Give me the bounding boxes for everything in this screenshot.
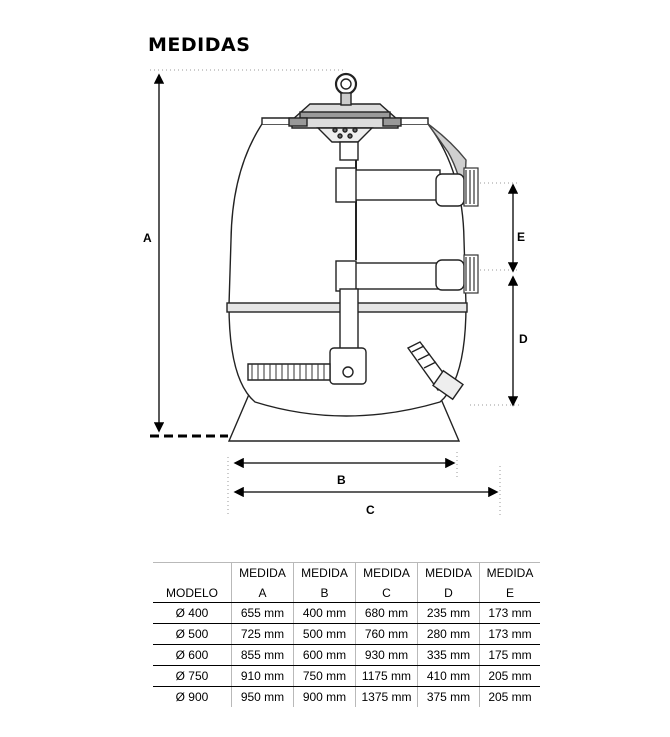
header-medida-e: MEDIDA	[480, 563, 541, 584]
bottom-collector	[330, 348, 366, 384]
page-title: MEDIDAS	[148, 34, 251, 56]
cell-e: 205 mm	[480, 666, 541, 687]
cell-c: 1175 mm	[356, 666, 418, 687]
header-medida-c: MEDIDA	[356, 563, 418, 584]
cell-c: 930 mm	[356, 645, 418, 666]
header-letter-d: D	[418, 583, 480, 603]
dimension-d-label: D	[519, 332, 528, 346]
header-letter-c: C	[356, 583, 418, 603]
table-row	[153, 687, 540, 708]
dimension-c-label: C	[366, 503, 375, 517]
cell-a: 725 mm	[232, 624, 294, 645]
cell-b: 600 mm	[294, 645, 356, 666]
cell-c: 1375 mm	[356, 687, 418, 708]
model-cell: Ø 900	[175, 690, 209, 704]
lower-connector	[464, 255, 478, 293]
header-modelo: MODELO	[153, 583, 232, 603]
cell-b: 750 mm	[294, 666, 356, 687]
cell-d: 235 mm	[418, 603, 480, 624]
cell-b: 400 mm	[294, 603, 356, 624]
dimension-b-label: B	[337, 473, 346, 487]
cell-d: 410 mm	[418, 666, 480, 687]
cell-c: 760 mm	[356, 624, 418, 645]
cell-a: 910 mm	[232, 666, 294, 687]
cell-a: 950 mm	[232, 687, 294, 708]
table-row	[153, 603, 540, 624]
header-medida-b: MEDIDA	[294, 563, 356, 584]
cell-d: 280 mm	[418, 624, 480, 645]
model-cell: Ø 400	[153, 603, 232, 624]
cell-c: 680 mm	[356, 603, 418, 624]
header-medida-a: MEDIDA	[232, 563, 294, 584]
header-letter-a: A	[232, 583, 294, 603]
table-row	[153, 666, 540, 687]
cell-d: 335 mm	[418, 645, 480, 666]
upper-connector	[464, 168, 478, 206]
header-letter-e: E	[480, 583, 541, 603]
dimensions-table	[153, 562, 540, 707]
cell-d: 375 mm	[418, 687, 480, 708]
cell-e: 173 mm	[480, 603, 541, 624]
table-header-row	[153, 563, 540, 584]
cell-e: 175 mm	[480, 645, 541, 666]
dimension-a-label: A	[143, 231, 152, 245]
cell-a: 855 mm	[232, 645, 294, 666]
dimension-e-label: E	[517, 230, 526, 244]
cell-a: 655 mm	[232, 603, 294, 624]
header-letter-b: B	[294, 583, 356, 603]
table-row	[153, 645, 540, 666]
cell-e: 173 mm	[480, 624, 541, 645]
model-cell: Ø 600	[153, 645, 232, 666]
cell-b: 500 mm	[294, 624, 356, 645]
model-cell: Ø 750	[153, 666, 232, 687]
header-medida-d: MEDIDA	[418, 563, 480, 584]
cell-e: 205 mm	[480, 687, 541, 708]
model-cell: Ø 500	[153, 624, 232, 645]
table-header-row-2	[153, 583, 540, 603]
filter-tank	[227, 74, 478, 441]
cell-b: 900 mm	[294, 687, 356, 708]
table-row	[153, 624, 540, 645]
